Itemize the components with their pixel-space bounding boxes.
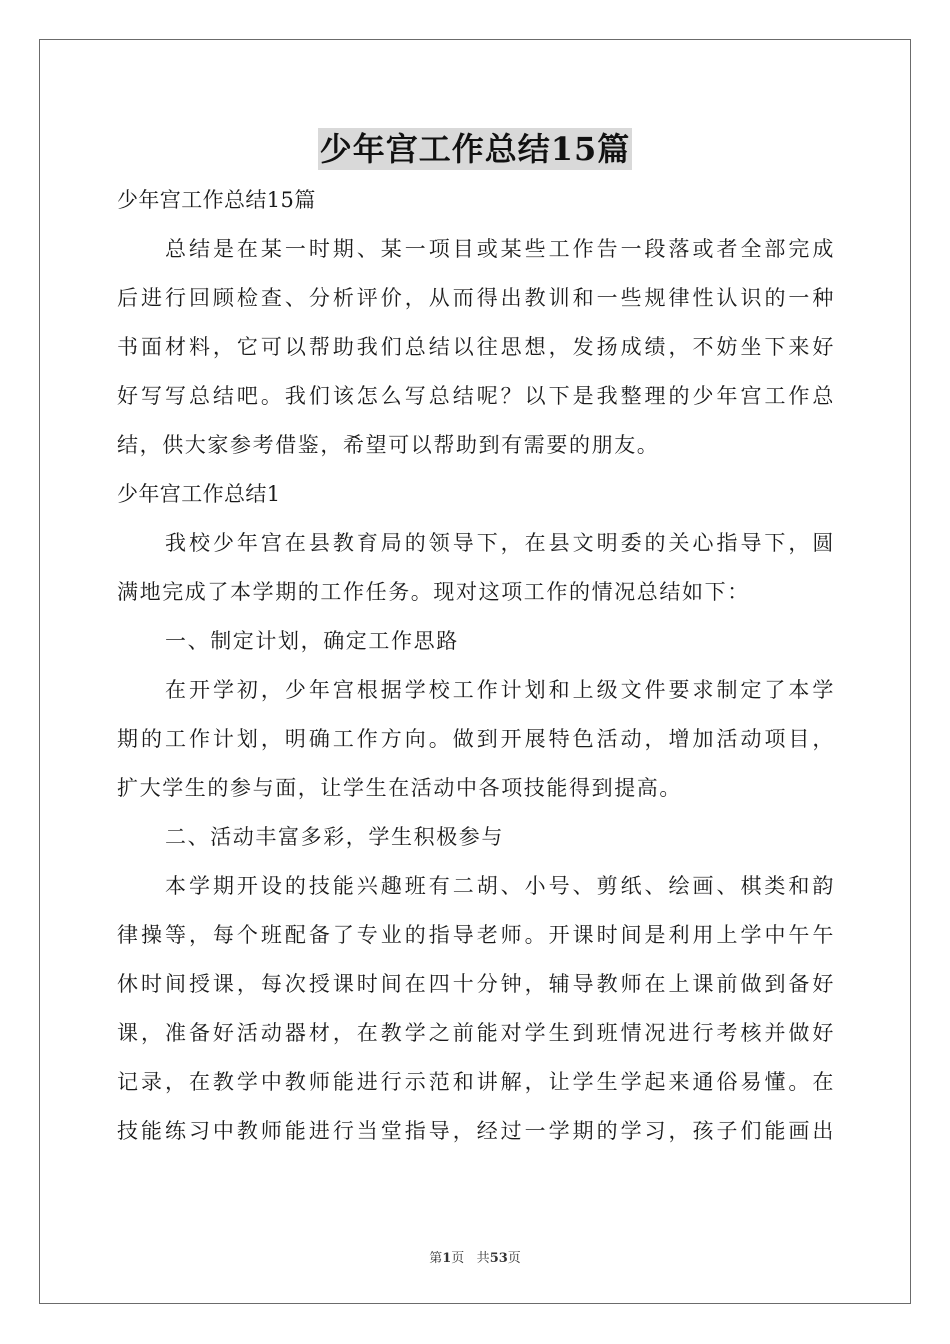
paragraph-line: 律操等，每个班配备了专业的指导老师。开课时间是利用上学中午午 xyxy=(117,923,835,947)
intro-line: 好写写总结吧。我们该怎么写总结呢？以下是我整理的少年宫工作总 xyxy=(117,384,835,408)
paragraph-line: 技能练习中教师能进行当堂指导，经过一学期的学习，孩子们能画出 xyxy=(117,1119,835,1143)
subtitle: 少年宫工作总结15篇 xyxy=(117,188,316,212)
page-prefix: 第 xyxy=(429,1251,443,1266)
current-page-number: 1 xyxy=(442,1251,452,1266)
paragraph-line: 扩大学生的参与面，让学生在活动中各项技能得到提高。 xyxy=(117,776,682,800)
paragraph-line: 期的工作计划，明确工作方向。做到开展特色活动，增加活动项目， xyxy=(117,727,835,751)
intro-line: 书面材料，它可以帮助我们总结以往思想，发扬成绩，不妨坐下来好 xyxy=(117,335,835,359)
document-title: 少年宫工作总结15篇 xyxy=(319,130,631,168)
total-suffix: 页 xyxy=(507,1251,521,1266)
paragraph-line: 满地完成了本学期的工作任务。现对这项工作的情况总结如下： xyxy=(117,580,750,604)
page-suffix: 页 xyxy=(451,1251,465,1266)
paragraph-line: 休时间授课，每次授课时间在四十分钟，辅导教师在上课前做到备好 xyxy=(117,972,835,996)
title-container xyxy=(0,128,950,170)
total-pages-number: 53 xyxy=(489,1251,508,1266)
total-prefix: 共 xyxy=(476,1251,490,1266)
paragraph-line: 本学期开设的技能兴趣班有二胡、小号、剪纸、绘画、棋类和韵 xyxy=(165,874,835,898)
subheading: 二、活动丰富多彩，学生积极参与 xyxy=(165,825,504,849)
paragraph-line: 课，准备好活动器材，在教学之前能对学生到班情况进行考核并做好 xyxy=(117,1021,835,1045)
document-body xyxy=(117,176,835,1156)
intro-line: 后进行回顾检查、分析评价，从而得出教训和一些规律性认识的一种 xyxy=(117,286,835,310)
page-footer xyxy=(0,1247,950,1266)
section-heading: 少年宫工作总结1 xyxy=(117,482,281,506)
paragraph-line: 记录，在教学中教师能进行示范和讲解，让学生学起来通俗易懂。在 xyxy=(117,1070,835,1094)
intro-line: 结，供大家参考借鉴，希望可以帮助到有需要的朋友。 xyxy=(117,433,660,457)
subheading: 一、制定计划，确定工作思路 xyxy=(165,629,459,653)
paragraph-line: 在开学初，少年宫根据学校工作计划和上级文件要求制定了本学 xyxy=(165,678,835,702)
paragraph-line: 我校少年宫在县教育局的领导下，在县文明委的关心指导下，圆 xyxy=(165,531,835,555)
intro-line: 总结是在某一时期、某一项目或某些工作告一段落或者全部完成 xyxy=(165,237,835,261)
